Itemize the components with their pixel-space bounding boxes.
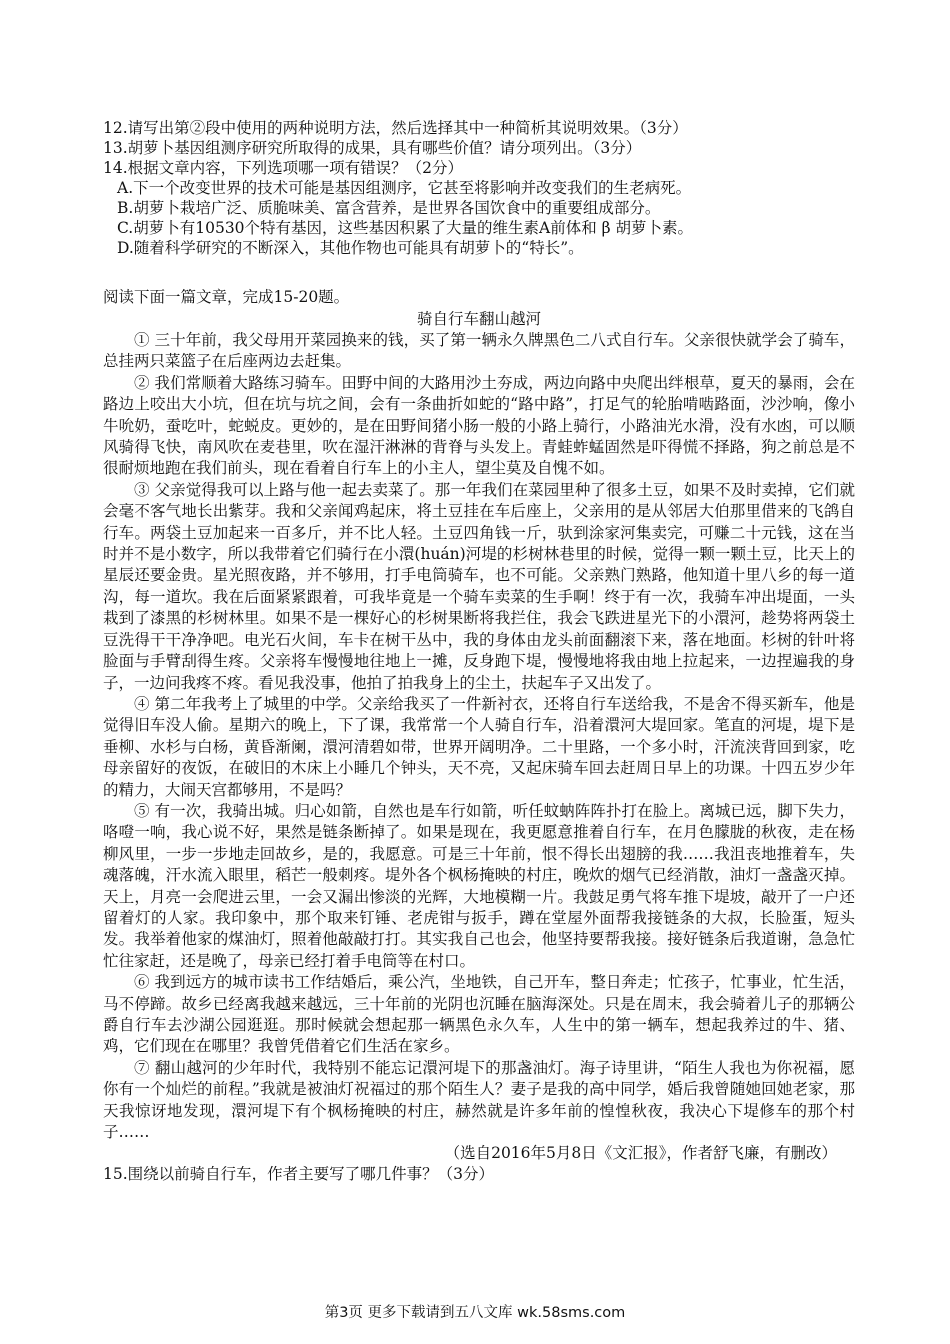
page-footer: 第3页 更多下载请到五八文库 wk.58sms.com: [324, 1305, 626, 1321]
article-source: （选自2016年5月8日《文汇报》，作者舒飞廉，有删改）: [444, 1144, 837, 1163]
page-content: [103, 118, 855, 1184]
paragraph-5: ⑤ 有一次，我骑出城。归心如箭，自然也是车行如箭，听任蚊蚋阵阵扑打在脸上。离城已远，脚下失力，咯噔一响，我心说不好，果然是链条断掉了。如果是现在，我更愿意推着自行车，在月色朦胧的秋夜，走在杨柳风里，一步一步地走回故乡，是的，我愿意。可是三十年前，恨不得长出翅膀的我……我沮丧地推着车，失魂落魄，汗水流入眼里，稻芒一般刺疼。堤外各个枫杨掩映的村庄，晚炊的烟气已经消散，油灯一盏盏灭掉。天上，月亮一会爬进云里，一会又漏出惨淡的光辉，大地模糊一片。我鼓足勇气将车推下堤坡，敲开了一户还留着灯的人家。我印象中，那个取来钉锤、老虎钳与扳手，蹲在堂屋外面帮我接链条的大叔，长脸蛋，短头发。我举着他家的煤油灯，照着他敲敲打打。其实我自己也会，他坚持要帮我接。接好链条后我道谢，急急忙忙往家赶，还是晚了，母亲已经打着手电筒等在村口。: [103, 801, 855, 970]
paragraph-2: ② 我们常顺着大路练习骑车。田野中间的大路用沙土夯成，两边向路中央爬出绊根草，夏天的暴雨，会在路边上咬出大小坑，但在坑与坑之间，会有一条曲折如蛇的“路中路”，打足气的轮胎啃啮路面，沙沙响，像小牛吮奶，蚕吃叶，蛇蜕皮。更妙的，是在田野间猪小肠一般的小路上骑行，小路油光水滑，没有水凼，可以顺风骑得飞快，南风吹在麦巷里，吹在湿汗淋淋的背脊与头发上。青蛙蚱蜢固然是吓得慌不择路，狗之前总是不很耐烦地跑在我们前头，现在看着自行车上的小主人，望尘莫及自愧不如。: [103, 373, 855, 478]
option-b: B.胡萝卜栽培广泛、质脆味美、富含营养，是世界各国饮食中的重要组成部分。: [117, 199, 661, 217]
paragraph-7: ⑦ 翻山越河的少年时代，我特别不能忘记澴河堤下的那盏油灯。海子诗里讲，“陌生人我也为你祝福，愿你有一个灿烂的前程。”我就是被油灯祝福过的那个陌生人？妻子是我的高中同学，婚后我曾随她回她老家，那天我惊讶地发现，澴河堤下有个枫杨掩映的村庄，赫然就是许多年前的惶惶秋夜，我决心下堤修车的那个村子……: [103, 1058, 855, 1142]
reading-intro: 阅读下面一篇文章，完成15-20题。: [103, 288, 350, 306]
paragraph-1: ① 三十年前，我父母用开菜园换来的钱，买了第一辆永久牌黑色二八式自行车。父亲很快就学会了骑车，总挂两只菜篮子在后座两边去赶集。: [103, 331, 855, 371]
option-a: A.下一个改变世界的技术可能是基因组测序，它甚至将影响并改变我们的生老病死。: [117, 179, 692, 197]
question-12: 12.请写出第②段中使用的两种说明方法，然后选择其中一种简析其说明效果。（3分）: [103, 119, 688, 137]
question-13: 13.胡萝卜基因组测序研究所取得的成果，具有哪些价值？请分项列出。（3分）: [103, 139, 642, 157]
paragraph-4: ④ 第二年我考上了城里的中学。父亲给我买了一件新衬衣，还将自行车送给我，不是舍不得买新车，他是觉得旧车没人偷。星期六的晚上，下了课，我常常一个人骑自行车，沿着澴河大堤回家。笔直的河堤，堤下是垂柳、水杉与白杨，黄昏渐阑，澴河清碧如带，世界开阔明净。二十里路，一个多小时，汗流浃背回到家，吃母亲留好的夜饭，在破旧的木床上小睡几个钟头，天不亮，又起床骑车回去赶周日早上的功课。十四五岁少年的精力，大闹天宫都够用，不是吗？: [103, 694, 855, 799]
question-14: 14.根据文章内容，下列选项哪一项有错误？（2分）: [103, 159, 464, 177]
option-c: C.胡萝卜有10530个特有基因，这些基因积累了大量的维生素A前体和 β 胡萝卜素。: [117, 219, 694, 237]
paragraph-6: ⑥ 我到远方的城市读书工作结婚后，乘公汽，坐地铁，自己开车，整日奔走；忙孩子，忙事业，忙生活，马不停蹄。故乡已经离我越来越远，三十年前的光阴也沉睡在脑海深处。只是在周末，我会骑着儿子的那辆公爵自行车去沙湖公园逛逛。那时候就会想起那一辆黑色永久车，人生中的第一辆车，想起我养过的牛、猪、鸡，它们现在在哪里？我曾凭借着它们生活在家乡。: [103, 973, 855, 1056]
article-title: 骑自行车翻山越河: [416, 310, 541, 328]
paragraph-3: ③ 父亲觉得我可以上路与他一起去卖菜了。那一年我们在菜园里种了很多土豆，如果不及时卖掉，它们就会毫不客气地长出紫芽。我和父亲闻鸡起床，将土豆挂在车后座上，父亲用的是从邻居大伯那里借来的飞鸽自行车。两袋土豆加起来一百多斤，并不比人轻。土豆四角钱一斤，驮到涂家河集卖完，可赚二十元钱，这在当时并不是小数字，所以我带着它们骑行在小澴(huán)河堤的杉树林巷里的时候，觉得一颗一颗土豆，比天上的星辰还要金贵。星光照夜路，并不够用，打手电筒骑车，也不可能。父亲熟门熟路，他知道十里八乡的每一道沟，每一道坎。我在后面紧紧跟着，可我毕竟是一个骑车卖菜的生手啊！终于有一次，我骑车冲出堤面，一头栽到了漆黑的杉树林里。如果不是一棵好心的杉树果断将我拦住，我会飞跌进星光下的小澴河，趁势将两袋土豆洗得干干净净吧。电光石火间，车卡在树干丛中，我的身体由龙头前面翻滚下来，落在地面。杉树的针叶将脸面与手臂刮得生疼。父亲将车慢慢地往地上一摊，反身跑下堤，慢慢地将我由地上拉起来，一边捏遍我的身子，一边问我疼不疼。看见我没事，他拍了拍我身上的尘土，扶起车子又出发了。: [103, 480, 855, 692]
question-15: 15.围绕以前骑自行车，作者主要写了哪几件事？（3分）: [103, 1165, 495, 1184]
option-d: D.随着科学研究的不断深入，其他作物也可能具有胡萝卜的“特长”。: [117, 239, 584, 257]
